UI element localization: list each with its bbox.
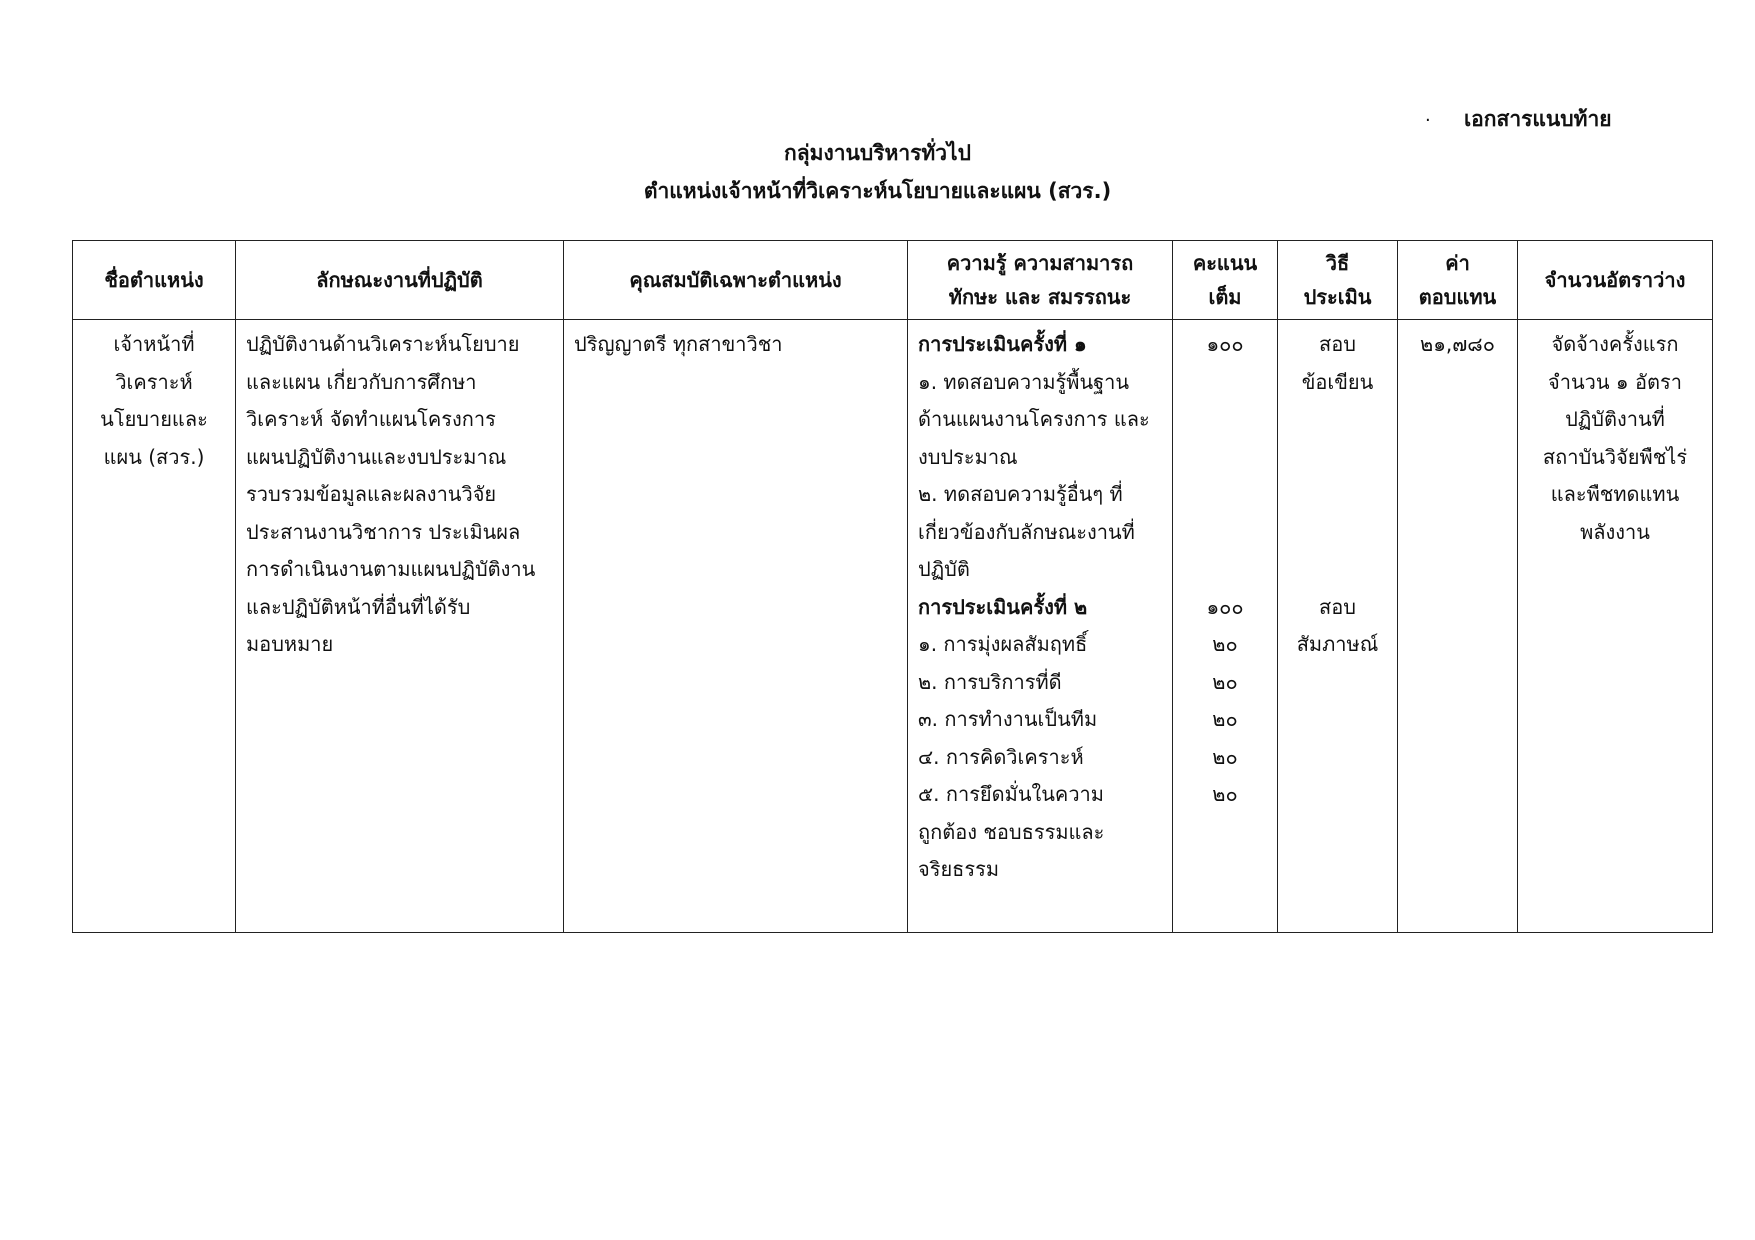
score-2-value: ๒๐	[1212, 782, 1238, 806]
duties-line: แผนปฏิบัติงานและงบประมาณ	[246, 444, 507, 469]
duties-line: และปฏิบัติหน้าที่อื่นที่ได้รับ	[246, 594, 471, 619]
score-2-value: ๒๐	[1212, 744, 1238, 769]
document-header	[0, 134, 1755, 210]
stray-dot: .	[1425, 105, 1431, 126]
vacancy-line: พลังงาน	[1580, 519, 1650, 544]
position-name-line: เจ้าหน้าที่	[113, 332, 195, 356]
header-pay-line-1: ค่า	[1445, 251, 1470, 275]
header-competency	[908, 241, 1173, 320]
cell-pay	[1398, 320, 1518, 933]
header-vacancy: จำนวนอัตราว่าง	[1518, 241, 1713, 320]
header-pay-line-2: ตอบแทน	[1418, 285, 1497, 309]
header-competency-line-1: ความรู้ ความสามารถ	[946, 251, 1134, 275]
duties-line: ปฏิบัติงานด้านวิเคราะห์นโยบาย	[246, 332, 520, 356]
score-2-value: ๑๐๐	[1206, 594, 1244, 619]
assessment-2-item: จริยธรรม	[918, 857, 1000, 881]
duties-line: รวบรวมข้อมูลและผลงานวิจัย	[246, 482, 497, 506]
method-1-line: ข้อเขียน	[1301, 369, 1374, 394]
score-2-value: ๒๐	[1212, 632, 1238, 656]
assessment-1-item: ด้านแผนงานโครงการ และ	[918, 407, 1150, 431]
assessment-2-item: ถูกต้อง ชอบธรรมและ	[918, 819, 1105, 844]
method-1-line: สอบ	[1319, 332, 1356, 356]
assessment-2-item: ๕. การยึดมั่นในความ	[918, 782, 1104, 806]
duties-line: การดำเนินงานตามแผนปฏิบัติงาน	[246, 557, 536, 581]
cell-method	[1278, 320, 1398, 933]
assessment-1-item: ๒. ทดสอบความรู้อื่นๆ ที่	[918, 482, 1123, 506]
vacancy-line: จัดจ้างครั้งแรก	[1551, 332, 1679, 356]
table-row	[73, 320, 1713, 933]
assessment-2-item: ๓. การทำงานเป็นทีม	[918, 707, 1098, 731]
score-2-value: ๒๐	[1212, 707, 1238, 731]
duties-line: ประสานงานวิชาการ ประเมินผล	[246, 519, 521, 544]
assessment-2-item: ๑. การมุ่งผลสัมฤทธิ์	[918, 632, 1088, 656]
header-method	[1278, 241, 1398, 320]
vacancy-line: และพืชทดแทน	[1550, 482, 1680, 506]
vacancy-line: จำนวน ๑ อัตรา	[1548, 369, 1682, 394]
cell-competency	[908, 320, 1173, 933]
method-2-line: สัมภาษณ์	[1296, 632, 1379, 656]
assessment-2-item: ๔. การคิดวิเคราะห์	[918, 744, 1084, 769]
score-2-value: ๒๐	[1212, 669, 1238, 694]
score-1: ๑๐๐	[1206, 332, 1244, 356]
method-2-line: สอบ	[1319, 594, 1356, 619]
position-title: ตำแหน่งเจ้าหน้าที่วิเคราะห์นโยบายและแผน (สวร.)	[643, 179, 1112, 203]
position-name-line: วิเคราะห์	[115, 369, 193, 394]
duties-line: วิเคราะห์ จัดทำแผนโครงการ	[246, 407, 496, 431]
cell-duties	[236, 320, 564, 933]
header-method-line-1: วิธี	[1325, 251, 1350, 275]
attachment-label: เอกสารแนบท้าย	[1464, 107, 1612, 131]
assessment-1-item: งบประมาณ	[918, 444, 1018, 469]
cell-score	[1173, 320, 1278, 933]
assessment-2-title: การประเมินครั้งที่ ๒	[918, 594, 1088, 619]
pay-value: ๒๑,๗๘๐	[1420, 332, 1495, 356]
assessment-1-item: ปฏิบัติ	[918, 557, 970, 581]
header-duties: ลักษณะงานที่ปฏิบัติ	[236, 241, 564, 320]
vacancy-line: สถาบันวิจัยพืชไร่	[1542, 444, 1688, 469]
assessment-1-title: การประเมินครั้งที่ ๑	[918, 332, 1087, 356]
assessment-1-item: ๑. ทดสอบความรู้พื้นฐาน	[918, 369, 1130, 394]
vacancy-line: ปฏิบัติงานที่	[1565, 407, 1665, 431]
cell-vacancy	[1518, 320, 1713, 933]
group-title: กลุ่มงานบริหารทั่วไป	[784, 141, 971, 165]
cell-qualifications	[564, 320, 908, 933]
qualifications-text: ปริญญาตรี ทุกสาขาวิชา	[574, 332, 783, 356]
header-score-line-1: คะแนน	[1192, 251, 1258, 275]
position-table	[72, 240, 1713, 933]
header-method-line-2: ประเมิน	[1303, 285, 1372, 309]
cell-position-name	[73, 320, 236, 933]
position-name-line: แผน (สวร.)	[103, 444, 205, 469]
assessment-1-item: เกี่ยวข้องกับลักษณะงานที่	[918, 519, 1135, 544]
header-name: ชื่อตำแหน่ง	[73, 241, 236, 320]
duties-line: และแผน เกี่ยวกับการศึกษา	[246, 369, 477, 394]
duties-line: มอบหมาย	[246, 632, 334, 656]
assessment-2-item: ๒. การบริการที่ดี	[918, 669, 1062, 694]
header-qualifications: คุณสมบัติเฉพาะตำแหน่ง	[564, 241, 908, 320]
header-score	[1173, 241, 1278, 320]
table-header-row	[73, 241, 1713, 320]
position-name-line: นโยบายและ	[100, 407, 208, 431]
header-pay	[1398, 241, 1518, 320]
header-score-line-2: เต็ม	[1208, 285, 1242, 309]
header-competency-line-2: ทักษะ และ สมรรถนะ	[948, 285, 1132, 309]
